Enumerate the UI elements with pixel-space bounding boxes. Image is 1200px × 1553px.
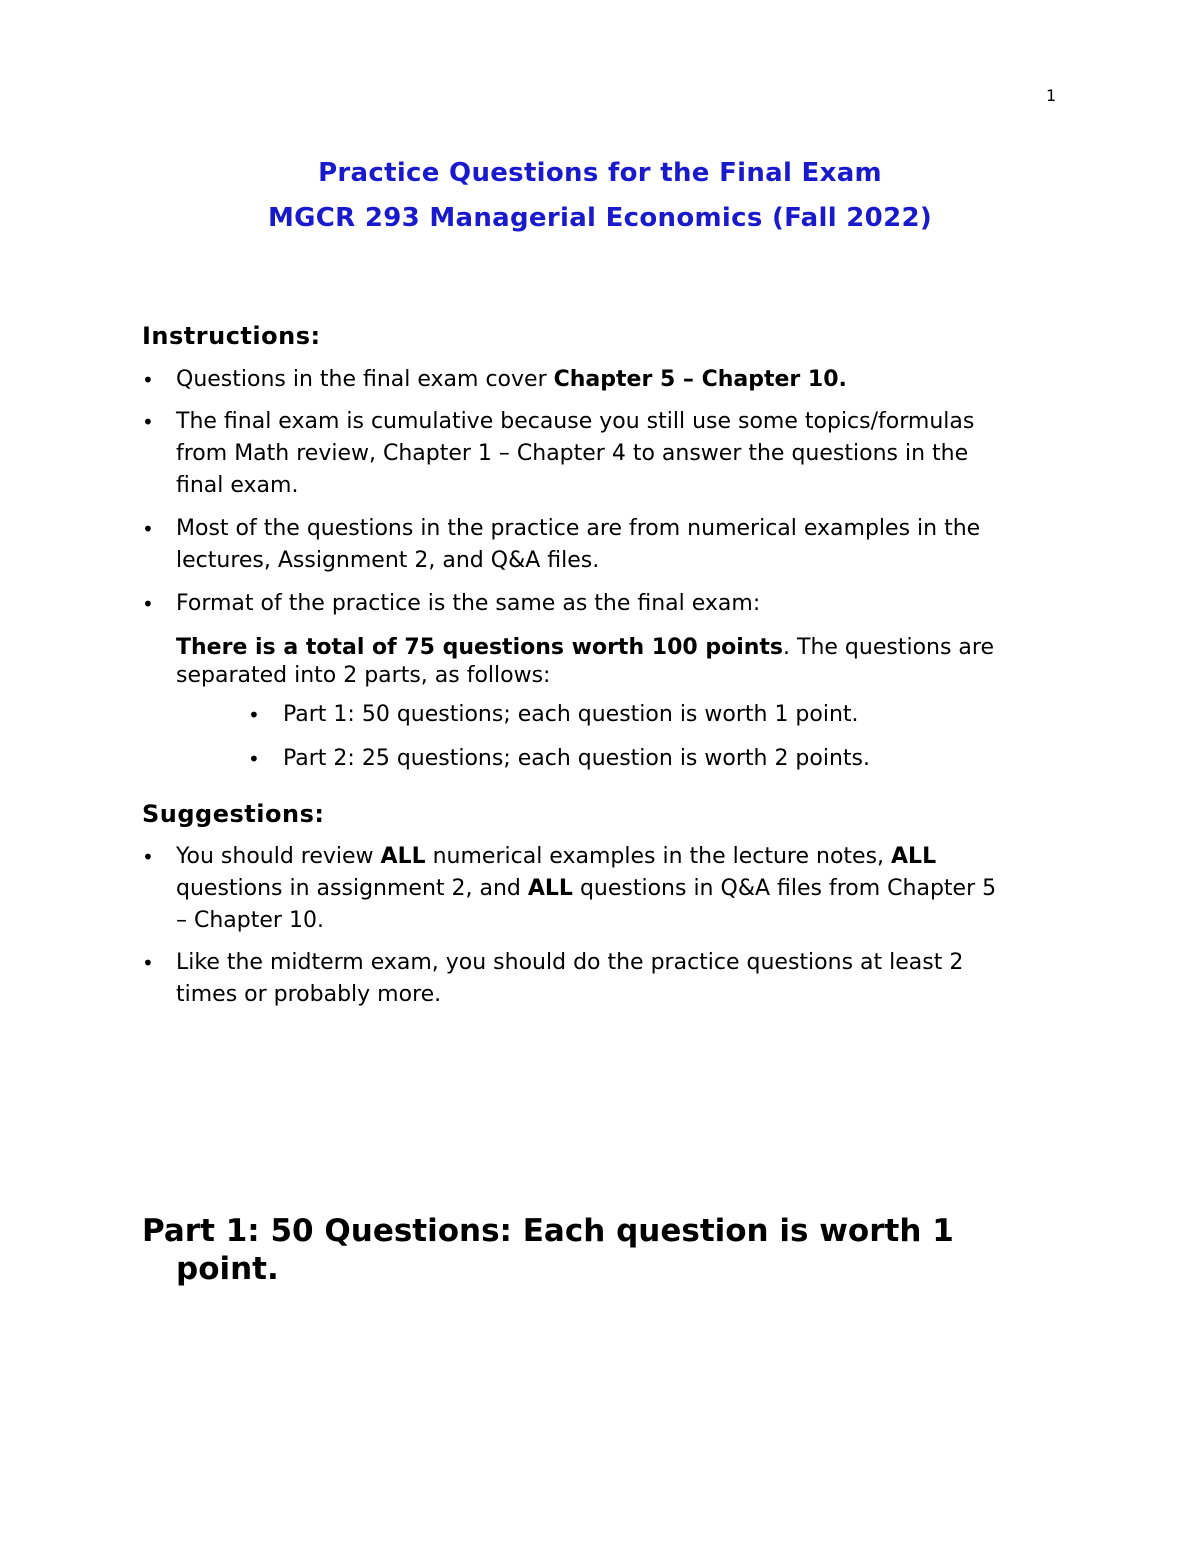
part-1-heading: Part 1: 50 Questions: Each question is worth 1 point. — [142, 1213, 954, 1287]
instruction-item-4-text: Format of the practice is the same as the final exam: — [176, 591, 761, 616]
bullet-icon: • — [248, 703, 260, 727]
chapter-range-bold: Chapter 5 – Chapter 10. — [553, 367, 847, 392]
format-paragraph: There is a total of 75 questions worth 100 points. The questions are separated into 2 parts, as follows: — [176, 635, 995, 688]
suggestions-heading: Suggestions: — [142, 800, 325, 828]
bullet-icon: • — [248, 747, 260, 771]
bullet-icon: • — [142, 517, 154, 541]
total-questions-bold: There is a total of 75 questions worth 100 points — [176, 635, 784, 660]
title-line-2: MGCR 293 Managerial Economics (Fall 2022) — [267, 203, 933, 233]
suggestion-item-2-text: Like the midterm exam, you should do the practice questions at least 2 times or probably more. — [176, 950, 964, 1007]
title-line-1: Practice Questions for the Final Exam — [318, 158, 882, 188]
instruction-item-1-text: Questions in the final exam cover Chapter 5 – Chapter 10. — [176, 367, 847, 392]
bullet-icon: • — [142, 368, 154, 392]
instructions-heading: Instructions: — [142, 322, 321, 350]
instruction-item-3-text: Most of the questions in the practice are from numerical examples in the lectures, Assignment 2, and Q&A files. — [176, 516, 981, 573]
page-number: 1 — [1046, 86, 1057, 105]
instruction-item-2-text: The final exam is cumulative because you still use some topics/formulas from Math review, Chapter 1 – Chapter 4 to answer the questions in the final exam. — [176, 409, 975, 498]
bullet-icon: • — [142, 845, 154, 869]
bullet-icon: • — [142, 592, 154, 616]
suggestion-item-1-text: You should review ALL numerical examples in the lecture notes, ALL questions in assignment 2, and ALL questions in Q&A files from Chapter 5 – Chapter 10. — [176, 844, 997, 933]
bullet-icon: • — [142, 410, 154, 434]
bullet-icon: • — [142, 951, 154, 975]
